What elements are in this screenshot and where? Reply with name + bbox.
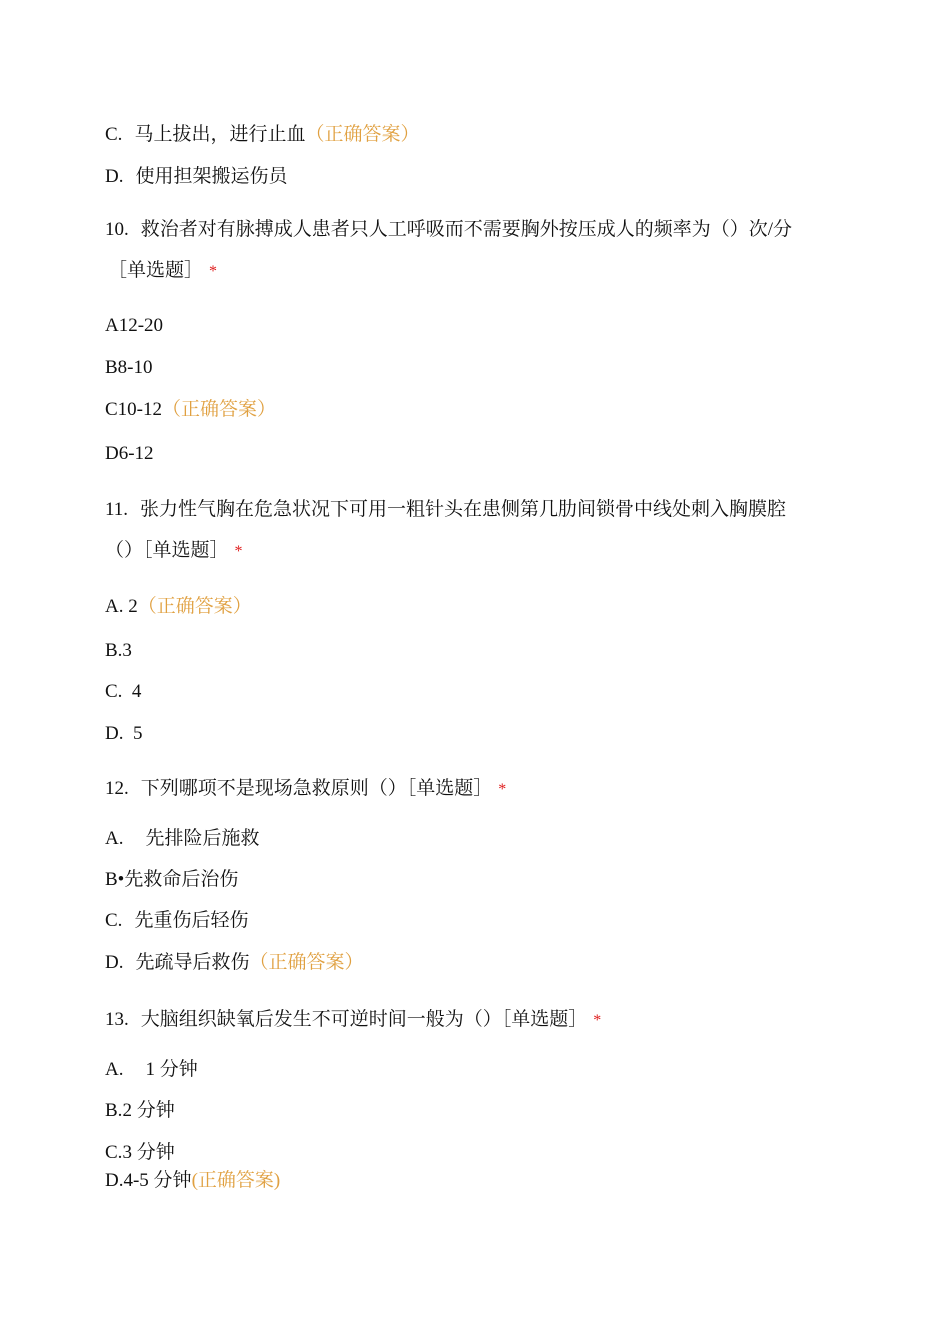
correct-answer-label: （正确答案） <box>249 952 364 973</box>
option-text: B.3 <box>105 640 132 661</box>
required-mark: * <box>593 1012 602 1029</box>
option-letter: C. <box>105 910 123 931</box>
option-text: A12-20 <box>105 315 164 336</box>
q11-title-line2 <box>105 538 243 565</box>
question-number: 11. <box>105 499 129 520</box>
correct-answer-label: (正确答案) <box>191 1170 281 1191</box>
correct-answer-label: （正确答案） <box>137 596 252 617</box>
option-letter: D. <box>105 1170 124 1191</box>
q12-option-b <box>105 867 238 893</box>
option-text: A. 2 <box>105 596 138 617</box>
q11-option-b <box>105 638 132 664</box>
q12-option-d <box>105 950 364 976</box>
option-letter: D. <box>105 952 124 973</box>
option-text: 先重伤后轻伤 <box>134 910 249 931</box>
option-text: C. 4 <box>105 681 142 702</box>
question-number: 13. <box>105 1009 129 1030</box>
q13-option-b <box>105 1098 175 1124</box>
option-text: 先排险后施救 <box>145 828 260 849</box>
q10-option-c <box>105 397 276 423</box>
q13-option-d <box>105 1168 280 1194</box>
option-text: 使用担架搬运伤员 <box>135 166 288 187</box>
option-text: 1 分钟 <box>145 1059 198 1080</box>
q10-title-line1 <box>105 217 792 243</box>
option-text: 4-5 分钟 <box>123 1170 192 1191</box>
question-number: 10. <box>105 219 129 240</box>
q11-title-line1 <box>105 497 786 523</box>
option-letter: B. <box>105 1100 123 1121</box>
q10-option-d <box>105 441 154 467</box>
required-mark: * <box>234 543 243 560</box>
correct-answer-label: （正确答案） <box>305 124 420 145</box>
q12-option-a <box>105 826 260 852</box>
required-mark: * <box>209 263 218 280</box>
option-text: 2 分钟 <box>122 1100 175 1121</box>
q12-title <box>105 776 506 803</box>
option-text: D. 5 <box>105 723 143 744</box>
option-text: 先疏导后救伤 <box>135 952 250 973</box>
q13-title <box>105 1007 601 1034</box>
question-type: ［单选题］ <box>108 260 204 281</box>
question-type: （）［单选题］ <box>105 540 229 561</box>
option-letter: D. <box>105 166 124 187</box>
question-text: 救治者对有脉搏成人患者只人工呼吸而不需要胸外按压成人的频率为（）次/分 <box>140 219 793 240</box>
question-text: 下列哪项不是现场急救原则（）［单选题］ <box>140 778 493 799</box>
q12-option-c <box>105 908 248 934</box>
q11-option-a <box>105 594 252 620</box>
q13-option-a <box>105 1057 198 1083</box>
option-text: 先救命后治伤 <box>124 869 239 890</box>
option-text: C10-12 <box>105 399 162 420</box>
option-letter: C. <box>105 124 123 145</box>
correct-answer-label: （正确答案） <box>162 399 277 420</box>
question-number: 12. <box>105 778 129 799</box>
option-letter: A. <box>105 828 124 849</box>
option-letter: A. <box>105 1059 124 1080</box>
option-text: B8-10 <box>105 357 153 378</box>
required-mark: * <box>498 781 507 798</box>
q10-title-line2 <box>108 258 217 285</box>
q11-option-d <box>105 721 142 747</box>
option-text: 3 分钟 <box>122 1142 175 1163</box>
q13-option-c <box>105 1140 175 1166</box>
option-text: D6-12 <box>105 443 154 464</box>
option-text: 马上拔出，进行止血 <box>134 124 306 145</box>
option-letter: B• <box>105 869 125 890</box>
question-text: 大脑组织缺氧后发生不可逆时间一般为（）［单选题］ <box>140 1009 588 1030</box>
q9-option-c <box>105 122 419 148</box>
q9-option-d <box>105 164 288 190</box>
q10-option-b <box>105 355 153 381</box>
question-text: 张力性气胸在危急状况下可用一粗针头在患侧第几肋间锁骨中线处刺入胸膜腔 <box>140 499 787 520</box>
q10-option-a <box>105 313 163 339</box>
option-letter: C. <box>105 1142 123 1163</box>
q11-option-c <box>105 679 141 705</box>
